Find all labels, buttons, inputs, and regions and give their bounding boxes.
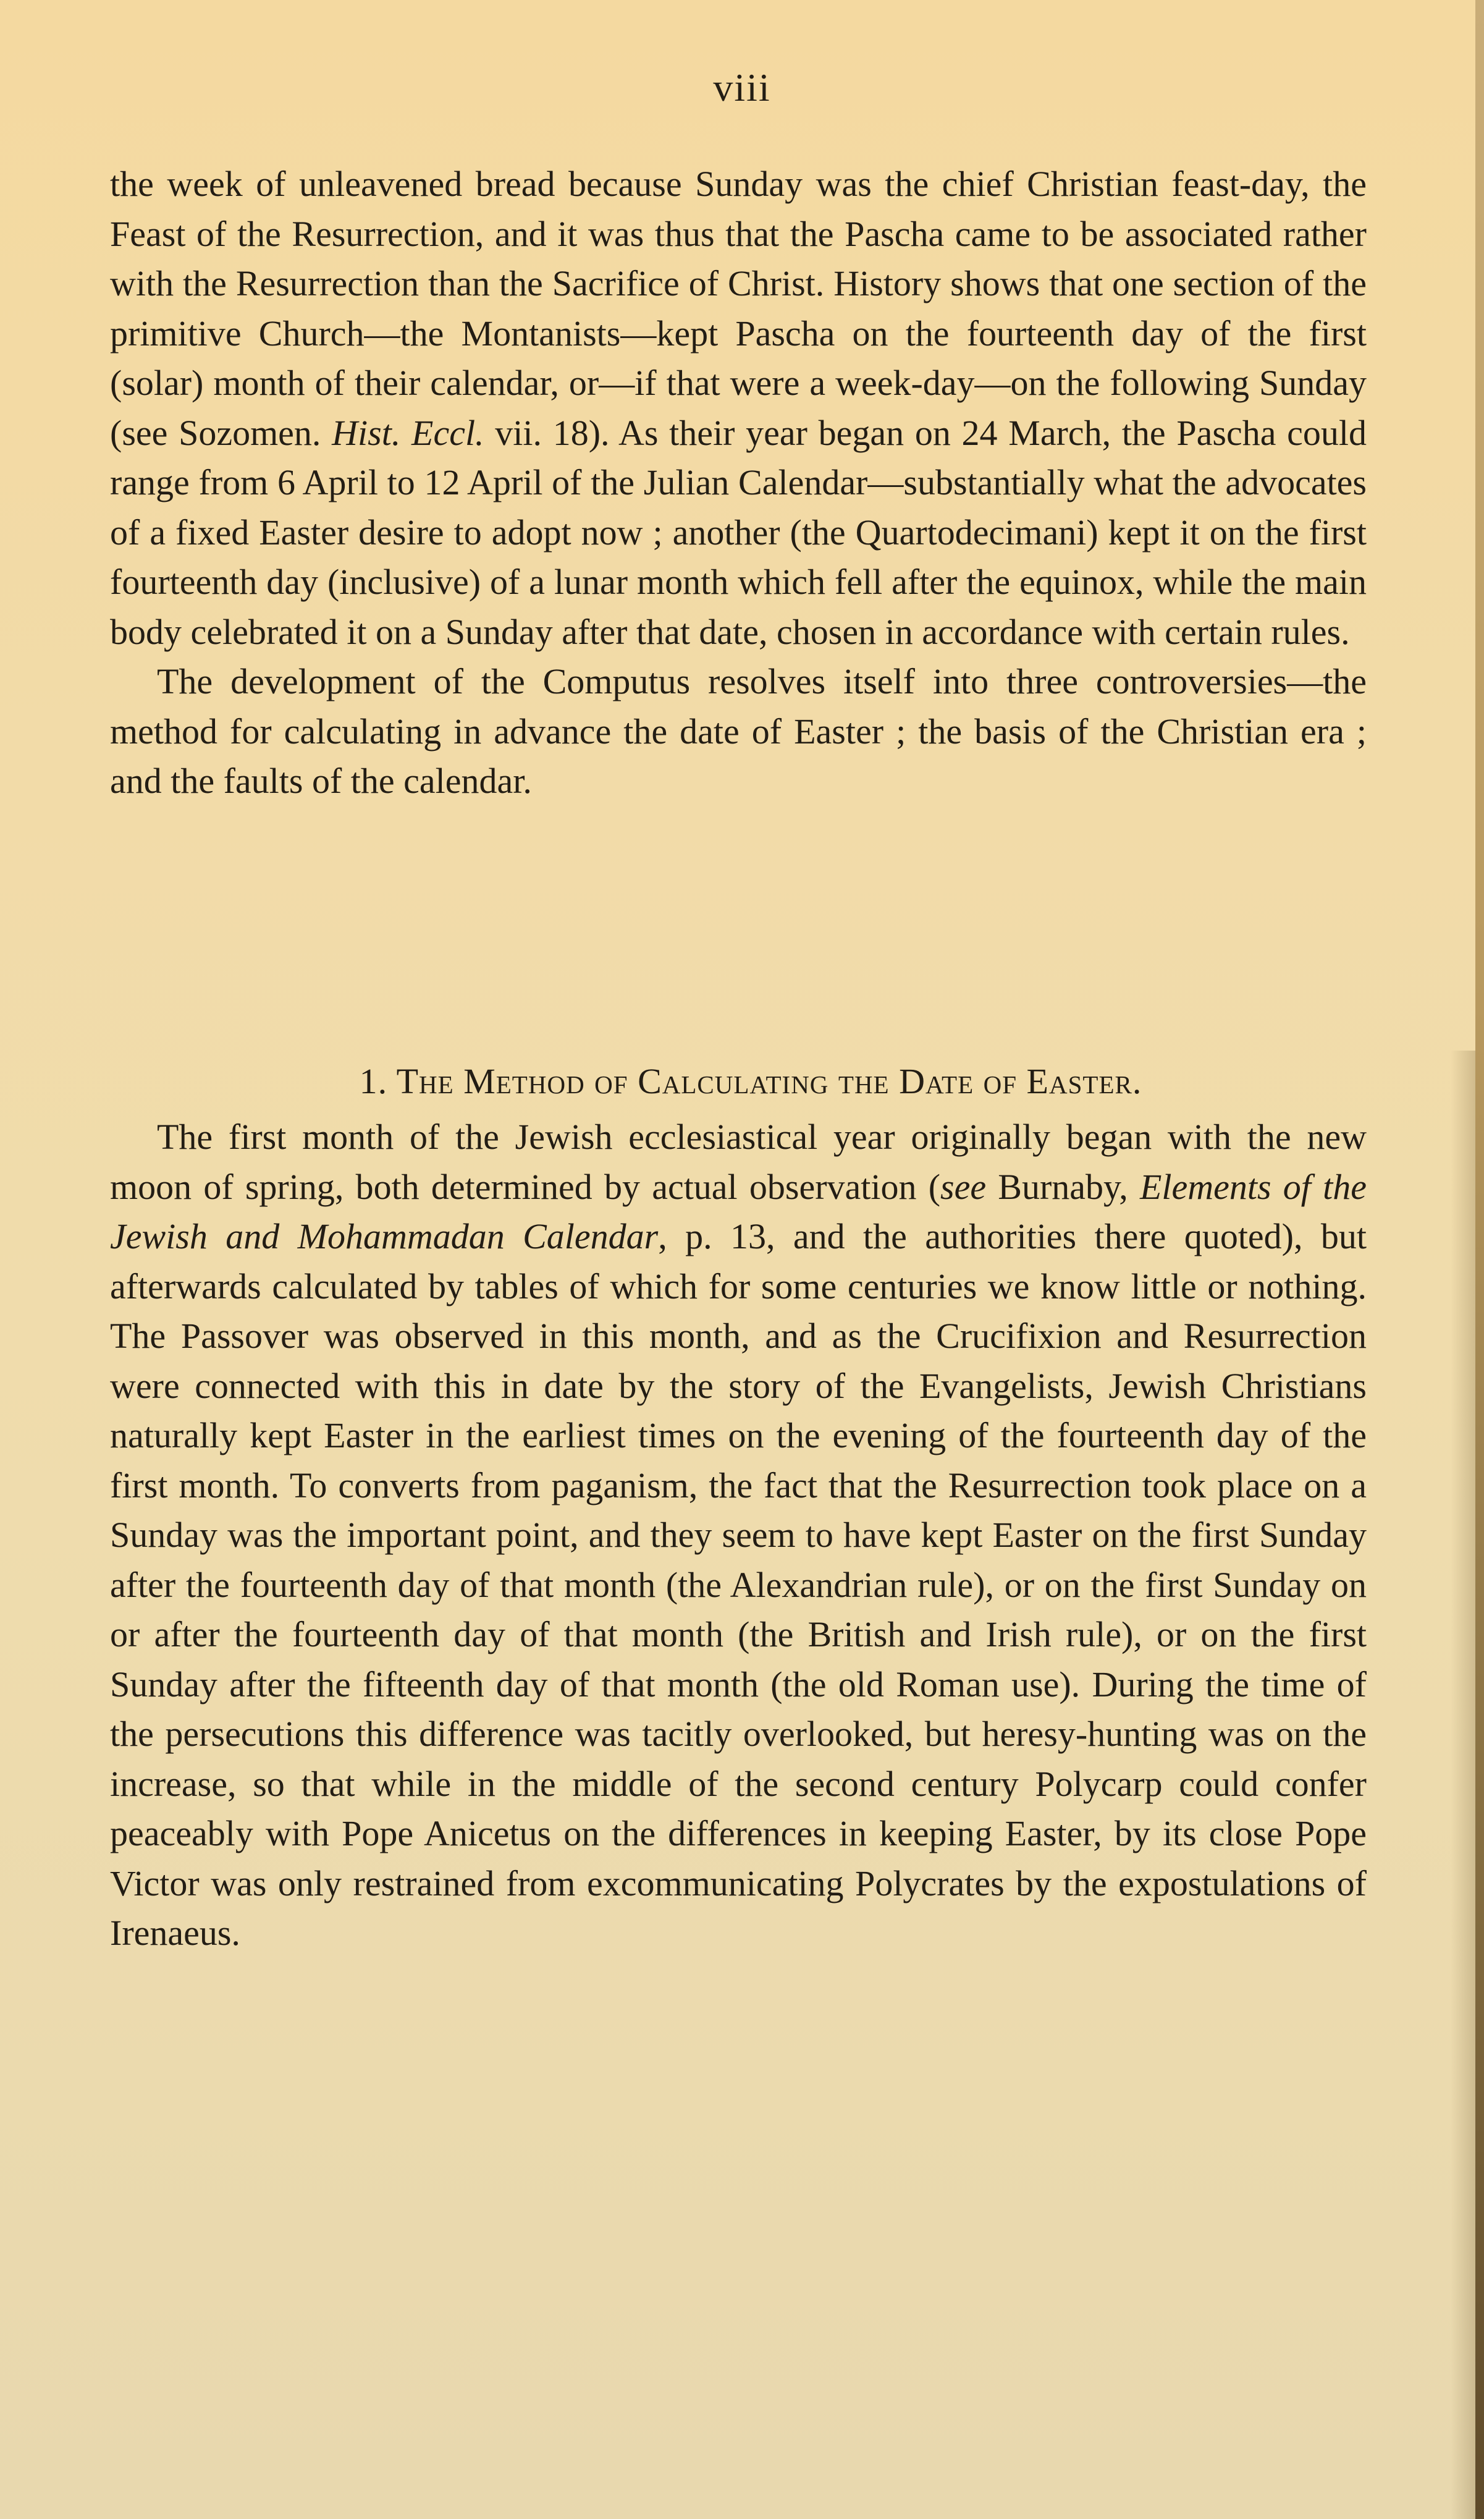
- intro-paragraph-1: [110, 159, 1367, 657]
- section-heading: 1. The Method of Calculating the Date of Easter.: [359, 1061, 1142, 1101]
- intro-paragraph-2: [110, 657, 1367, 807]
- section-1-paragraph-1: [110, 1112, 1367, 1958]
- paragraph-text: The first month of the Jewish ecclesiastical year originally began with the new moon of spring, both determined by actual observation (: [110, 1117, 1367, 1207]
- intro-text-block: [110, 159, 1367, 807]
- italic-citation: Hist. Eccl.: [332, 412, 484, 453]
- page-edge-shadow: [1451, 1051, 1475, 2519]
- paragraph-text: Burnaby,: [986, 1166, 1140, 1207]
- italic-book-title: Elements of the Jewish and Mohammadan Calendar: [110, 1166, 1367, 1256]
- paragraph-text: The development of the Computus resolves itself into three controversies—the method for calculating in advance the date of Easter ; the basis of the Christian era ; and the faults of the calendar.: [110, 661, 1367, 801]
- italic-see: see: [940, 1166, 987, 1207]
- section-1-text-block: [110, 1112, 1367, 1958]
- paragraph-text: vii. 18). As their year began on 24 March, the Pascha could range from 6 April to 12 April of the Julian Calendar—substantially what the advocates of a fixed Easter desire to adopt now ; another (the Quartodecimani) kept it on the first fourteenth day (inclusive) of a lunar month which fell after the equinox, while the main body celebrated it on a Sunday after that date, chosen in accordance with certain rules.: [110, 412, 1367, 652]
- paragraph-text: , p. 13, and the authorities there quoted), but afterwards calculated by tables of which for some centuries we know little or nothing. The Passover was observed in this month, and as the Crucifixion and Resurrection were connected with this in date by the story of the Evangelists, Jewish Christians naturally kept Easter in the earliest times on the evening of the fourteenth day of the first month. To converts from paganism, the fact that the Resurrection took place on a Sunday was the important point, and they seem to have kept Easter on the first Sunday after the fourteenth day of that month (the Alexandrian rule), or on the first Sunday on or after the fourteenth day of that month (the British and Irish rule), or on the first Sunday after the fifteenth day of that month (the old Roman use). During the time of the persecutions this difference was tacitly overlooked, but heresy-hunting was on the increase, so that while in the middle of the second century Polycarp could confer peaceably with Pope Anicetus on the differences in keeping Easter, by its close Pope Victor was only restrained from excommunicating Polycrates by the expostulations of Irenaeus.: [110, 1216, 1367, 1953]
- page-number: viii: [713, 66, 771, 109]
- paragraph-text: the week of unleavened bread because Sunday was the chief Christian feast-day, the Feast of the Resurrection, and it was thus that the Pascha came to be associated rather with the Resurrection than the Sacrifice of Christ. History shows that one section of the primitive Church—the Montanists—kept Pascha on the fourteenth day of the first (solar) month of their calendar, or—if that were a week-day—on the following Sunday (see Sozomen.: [110, 164, 1367, 453]
- page-edge: [1475, 0, 1484, 2519]
